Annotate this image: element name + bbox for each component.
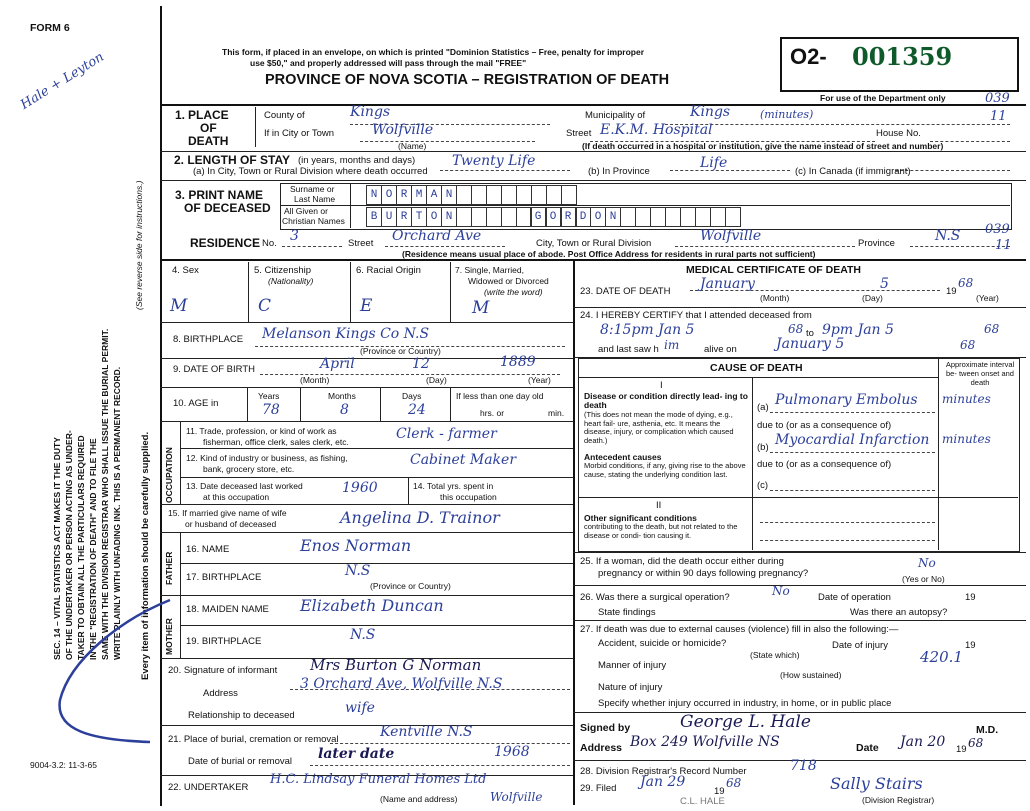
surname-letter-cell — [501, 185, 517, 205]
cause-a-interval: minutes — [942, 392, 991, 406]
surname-label2: Last Name — [294, 194, 336, 204]
cause-title: CAUSE OF DEATH — [710, 362, 803, 374]
q24: 24. I HEREBY CERTIFY that I attended deceased from — [580, 310, 812, 321]
record-no: 718 — [790, 758, 817, 774]
age-sep4 — [450, 387, 451, 421]
address-label: Address — [580, 742, 623, 754]
rule-2 — [160, 180, 1026, 181]
surname-letter-cell: M — [411, 185, 427, 205]
name-grid-mid — [280, 205, 1010, 206]
state-which: (State which) — [750, 650, 800, 660]
name-label: 3. PRINT NAME — [175, 188, 264, 202]
attend-to: 9pm Jan 5 — [822, 322, 894, 338]
q14: 14. Total yrs. spent in — [413, 481, 494, 491]
roman-1: I — [660, 380, 663, 391]
cause-b-label: (b) — [757, 442, 769, 453]
given2-letter-cell: D — [575, 207, 591, 227]
dob-day-note: (Day) — [426, 375, 447, 385]
marital-label3: (write the word) — [484, 287, 543, 297]
res-prov-label: Province — [858, 238, 895, 249]
antecedent-label: Antecedent causes — [584, 452, 662, 462]
informant-signature: Mrs Burton G Norman — [310, 656, 482, 674]
undertaker: H.C. Lindsay Funeral Homes Ltd — [270, 772, 487, 787]
r-rule-1 — [573, 307, 1026, 308]
place-brace — [255, 107, 256, 147]
cause-b-value: Myocardial Infarction — [775, 432, 930, 448]
given2-letter-cell: R — [560, 207, 576, 227]
dob-year-note: (Year) — [528, 375, 551, 385]
q11: 11. Trade, profession, or kind of work as — [186, 426, 337, 436]
street-label: Street — [566, 128, 592, 139]
q26-value: No — [772, 584, 790, 598]
rule-12 — [180, 563, 573, 564]
res-note: (Residence means usual place of abode. Post Office Address for residents in rural parts not sufficient) — [402, 249, 816, 259]
cause-a-label: (a) — [757, 402, 769, 413]
stay-b-label: (b) In Province — [588, 166, 650, 177]
stay-a-line — [440, 170, 570, 171]
death-month-note: (Month) — [760, 293, 790, 303]
q21: 21. Place of burial, cremation or removal — [168, 734, 339, 745]
last-seen-date: January 5 — [776, 336, 845, 352]
cause-mid-rule — [578, 497, 1018, 498]
stamp: C.L. HALE — [680, 796, 725, 807]
last-seen-him: im — [664, 338, 680, 352]
stay-b-value: Life — [700, 155, 728, 171]
given2-letter-cell: O — [545, 207, 561, 227]
city-line — [360, 141, 535, 142]
cause-c-line — [770, 490, 935, 491]
res-no-label: No. — [262, 238, 277, 249]
years-label: Years — [258, 391, 280, 401]
father-name: Enos Norman — [300, 536, 412, 555]
surname-letter-cell — [486, 185, 502, 205]
days-label: Days — [402, 391, 422, 401]
rule-7 — [160, 421, 573, 422]
citizenship-label: 5. Citizenship — [254, 265, 312, 276]
given1-letter-cell — [456, 207, 472, 227]
stay-c-label: (c) In Canada (if immigrant) — [795, 166, 911, 177]
side-line6: WRITE PLAINLY WITH UNFADING INK. THIS IS A PERMANENT RECORD. — [112, 366, 122, 660]
surname-letter-cell — [456, 185, 472, 205]
dept-code2: 11 — [990, 109, 1007, 124]
dob-month-note: (Month) — [300, 375, 330, 385]
city-value: Wolfville — [372, 122, 434, 138]
res-code1: 039 — [985, 222, 1010, 237]
medical-title: MEDICAL CERTIFICATE OF DEATH — [686, 264, 861, 276]
address-value: Box 249 Wolfville NS — [630, 734, 780, 750]
rule-6 — [160, 387, 573, 388]
attend-from: 8:15pm Jan 5 — [600, 322, 695, 338]
due-to-a: due to (or as a consequence of) — [757, 420, 892, 431]
op-19: 19 — [965, 592, 976, 603]
age-label: 10. AGE in — [173, 398, 219, 409]
citizenship-value: C — [258, 296, 272, 316]
rule-3 — [160, 259, 1026, 261]
attend-from-yr: 68 — [788, 322, 804, 336]
q19: 19. BIRTHPLACE — [186, 636, 262, 647]
given2-letter-cell — [710, 207, 726, 227]
death-19: 19 — [946, 286, 957, 297]
surname-letter-cell: N — [366, 185, 382, 205]
given2-letter-cell — [650, 207, 666, 227]
rule-14 — [180, 625, 573, 626]
q23: 23. DATE OF DEATH — [580, 286, 671, 297]
informant-address-label: Address — [203, 688, 238, 699]
notice-line2: use $50," and properly addressed will pass through the mail "FREE" — [250, 58, 527, 68]
dob-year: 1889 — [500, 354, 536, 370]
registrar-note: (Division Registrar) — [862, 795, 935, 805]
q13: 13. Date deceased last worked — [186, 481, 303, 491]
rule-1 — [160, 151, 1026, 152]
main-split — [573, 259, 575, 805]
surname-letter-cell: N — [441, 185, 457, 205]
filed-value: Jan 29 — [640, 774, 686, 790]
given1-letter-cell — [486, 207, 502, 227]
res-no: 3 — [290, 228, 299, 244]
side-line5: SAME WITH THE DIVISION REGISTRAR WHO SHALL ISSUE THE BURIAL PERMIT. — [100, 328, 110, 660]
date-19: 19 — [956, 744, 967, 755]
q16: 16. NAME — [186, 544, 230, 555]
q15: 15. If married give name of wife — [168, 508, 287, 518]
given1-letter-cell: R — [396, 207, 412, 227]
given2-letter-cell — [665, 207, 681, 227]
given1-letter-cell — [471, 207, 487, 227]
given1-letter-cell — [501, 207, 517, 227]
dob-label: 9. DATE OF BIRTH — [173, 364, 255, 375]
res-prov: N.S — [935, 228, 961, 244]
res-city-label: City, Town or Rural Division — [536, 238, 652, 249]
cause-inner-sep — [752, 377, 753, 550]
signed-value: George L. Hale — [680, 712, 811, 732]
filed-yr: 68 — [726, 776, 742, 790]
racial-label: 6. Racial Origin — [356, 265, 421, 276]
direct-label: Disease or condition directly lead- ing to death — [584, 391, 748, 410]
cause-a-line — [770, 412, 935, 413]
res-street: Orchard Ave — [392, 228, 482, 244]
given2-letter-cell — [620, 207, 636, 227]
place-label3: DEATH — [188, 134, 229, 148]
notice-line1: This form, if placed in an envelope, on which is printed "Dominion Statistics – Free, penalty for improper — [222, 47, 645, 57]
q25-value: No — [918, 556, 936, 570]
findings-label: State findings — [598, 607, 656, 618]
rule-11 — [160, 532, 573, 533]
rule-10 — [160, 504, 573, 505]
antecedent-sub: Morbid conditions, if any, giving rise to the above cause, stating the underlying condition last. — [584, 461, 746, 479]
q14b: this occupation — [440, 492, 497, 502]
name-note: (Name) — [398, 141, 427, 151]
surname-letter-cell — [546, 185, 562, 205]
informant-address: 3 Orchard Ave, Wolfville N.S — [300, 676, 503, 692]
undertaker2: Wolfville — [490, 790, 543, 804]
age-months: 8 — [340, 402, 349, 418]
marital-value: M — [472, 298, 490, 318]
attend-to-yr: 68 — [984, 322, 1000, 336]
mother-birth: N.S — [350, 627, 376, 643]
name-label2: OF DECEASED — [184, 201, 271, 215]
res-no-line — [282, 246, 342, 247]
stay-a-label: (a) In City, Town or Rural Division where death occurred — [193, 166, 428, 177]
spouse-value: Angelina D. Trainor — [340, 508, 500, 527]
hrs-label: hrs. or — [480, 408, 505, 418]
given1-letter-cell: B — [366, 207, 382, 227]
surname-letter-cell — [561, 185, 577, 205]
father-birth: N.S — [345, 563, 371, 579]
date-label: Date — [856, 742, 879, 754]
r-rule-4 — [573, 585, 1026, 586]
injury-date-label: Date of injury — [832, 640, 888, 651]
birthplace-value: Melanson Kings Co N.S — [262, 326, 430, 342]
stay-label: 2. LENGTH OF STAY — [174, 153, 291, 167]
cause-b-line — [770, 452, 935, 453]
age-sep1 — [247, 387, 248, 421]
given2-letter-cell — [680, 207, 696, 227]
cause-c-label: (c) — [757, 480, 769, 491]
surname-letter-cell: A — [426, 185, 442, 205]
rule-4 — [160, 322, 573, 323]
house-label: House No. — [876, 128, 921, 139]
place-label: PLACE — [188, 108, 229, 122]
res-city: Wolfville — [700, 228, 762, 244]
signed-label: Signed by — [580, 722, 631, 734]
reg-prefix: O2- — [790, 44, 827, 69]
attend-to-label: to — [806, 328, 814, 339]
race-sep — [450, 262, 451, 322]
date-value: Jan 20 — [900, 734, 946, 750]
municipality-value: Kings — [690, 104, 731, 120]
q18: 18. MAIDEN NAME — [186, 604, 269, 615]
q27: 27. If death was due to external causes (violence) fill in also the following:— — [580, 624, 899, 635]
death-year-note: (Year) — [976, 293, 999, 303]
burial-place: Kentville N.S — [380, 724, 473, 740]
municipality-line — [665, 124, 1010, 125]
hosp-note: (If death occurred in a hospital or institution, give the name instead of street and number) — [582, 141, 944, 151]
other-label: Other significant conditions — [584, 513, 697, 523]
last-worked: 1960 — [342, 480, 378, 496]
side-line1: SEC. 14 – VITAL STATISTICS ACT MAKES IT THE DUTY — [52, 437, 62, 660]
side-line2: OF THE UNDERTAKER OR PERSON ACTING AS UNDER- — [64, 430, 74, 660]
rule-8 — [180, 448, 573, 449]
q28: 28. Division Registrar's Record Number — [580, 766, 747, 777]
accident-label: Accident, suicide or homicide? — [598, 638, 727, 649]
footer-code: 9004-3.2: 11-3-65 — [30, 760, 97, 770]
q13b: at this occupation — [203, 492, 270, 502]
burial-year: 1968 — [494, 744, 530, 760]
side-line7: (See reverse side for instructions.) — [134, 180, 144, 310]
mother-side-label: MOTHER — [164, 618, 174, 655]
municipality-note: (minutes) — [760, 108, 814, 121]
nature-label: Nature of injury — [598, 682, 663, 693]
given2-letter-cell: O — [590, 207, 606, 227]
stay-a-value: Twenty Life — [452, 153, 536, 169]
how-sustained: (How sustained) — [780, 670, 842, 680]
surname-letter-cell — [471, 185, 487, 205]
last-seen-label: and last saw h — [598, 344, 659, 355]
rule-16 — [160, 725, 573, 726]
age-sep3 — [380, 387, 381, 421]
q26: 26. Was there a surgical operation? — [580, 592, 730, 603]
undertaker-note: (Name and address) — [380, 794, 458, 804]
autopsy-label: Was there an autopsy? — [850, 607, 948, 618]
q17: 17. BIRTHPLACE — [186, 572, 262, 583]
res-street-label: Street — [348, 238, 374, 249]
surname-letter-cell — [516, 185, 532, 205]
trade-value: Clerk - farmer — [396, 426, 497, 442]
q15b: or husband of deceased — [185, 519, 277, 529]
given-label2: Christian Names — [282, 216, 345, 226]
cause-other-line2 — [760, 540, 935, 541]
res-city-line — [675, 246, 855, 247]
county-label: County of — [264, 110, 305, 121]
cause-other-line1 — [760, 522, 935, 523]
given2-letter-cell — [725, 207, 741, 227]
cause-title-rule — [578, 377, 938, 378]
burial-date-label: Date of burial or removal — [188, 756, 293, 767]
side-line8: Every item of information should be carefully supplied. — [140, 431, 151, 680]
form-id: FORM 6 — [30, 22, 70, 34]
burial-line — [330, 743, 570, 744]
place-label2: OF — [200, 121, 217, 135]
rule-9 — [180, 477, 573, 478]
death-month: January — [700, 276, 755, 292]
min-label: min. — [548, 408, 565, 418]
occ-side-label: OCCUPATION — [164, 447, 174, 503]
city-label: If in City or Town — [264, 128, 335, 139]
manner-label: Manner of injury — [598, 660, 667, 671]
r-rule-3 — [573, 552, 1026, 553]
father-prov-note: (Province or Country) — [370, 581, 451, 591]
given2-letter-cell — [635, 207, 651, 227]
filed-19: 19 — [714, 786, 725, 797]
stay-c-line — [895, 170, 1010, 171]
occ-sep — [180, 421, 181, 504]
stay-sub: (in years, months and days) — [298, 155, 416, 166]
q22: 22. UNDERTAKER — [168, 782, 249, 793]
due-to-b: due to (or as a consequence of) — [757, 459, 892, 470]
sex-label: 4. Sex — [172, 265, 199, 276]
surname-letter-cell — [531, 185, 547, 205]
cit-sep — [350, 262, 351, 322]
date-yr: 68 — [968, 736, 984, 750]
given2-letter-cell: G — [530, 207, 546, 227]
registrar-signature: Sally Stairs — [830, 774, 923, 793]
burial-date-line — [310, 765, 570, 766]
q25: 25. If a woman, did the death occur either during — [580, 556, 784, 567]
age-years: 78 — [262, 402, 280, 418]
residence-label: RESIDENCE — [190, 236, 261, 250]
op-date-label: Date of operation — [818, 592, 891, 603]
form-title: PROVINCE OF NOVA SCOTIA – REGISTRATION OF DEATH — [265, 72, 670, 88]
interval-sep — [938, 358, 939, 550]
direct-sub: (This does not mean the mode of dying, e.g., heart fail- ure, asthenia, etc. It means the disease, injury, or complication which caused death.) — [584, 410, 734, 445]
dept-code1: 039 — [985, 91, 1010, 106]
other-sub: contributing to the death, but not related to the disease or condi- tion causing it. — [584, 522, 738, 540]
q11b: fisherman, office clerk, sales clerk, etc. — [203, 437, 349, 447]
dept-use: For use of the Department only — [820, 93, 946, 103]
sex-sep — [248, 262, 249, 322]
given2-letter-cell: N — [605, 207, 621, 227]
mother-name: Elizabeth Duncan — [300, 596, 444, 615]
municipality-label: Municipality of — [585, 110, 646, 121]
side-line4: IN THE "REGISTRATION OF DEATH" AND TO FILE THE — [88, 438, 98, 660]
marital-label2: Widowed or Divorced — [468, 276, 549, 286]
yes-no-note: (Yes or No) — [902, 574, 945, 584]
lessday-label: If less than one day old — [456, 391, 544, 401]
dob-month: April — [320, 356, 355, 372]
marital-label: 7. Single, Married, — [455, 265, 524, 275]
md-label: M.D. — [976, 724, 999, 736]
q12: 12. Kind of industry or business, as fishing, — [186, 453, 348, 463]
birthplace-note: (Province or Country) — [360, 346, 441, 356]
q12b: bank, grocery store, etc. — [203, 464, 295, 474]
form-top-rule — [160, 104, 1026, 106]
given1-letter-cell: T — [411, 207, 427, 227]
roman-2: II — [656, 500, 662, 511]
surname-letter-cell: O — [381, 185, 397, 205]
sex-value: M — [170, 296, 188, 316]
cause-b-interval: minutes — [942, 432, 991, 446]
last-seen-yr: 68 — [960, 338, 976, 352]
citizenship-sub: (Nationality) — [268, 276, 314, 286]
given-label: All Given or — [284, 206, 328, 216]
age-sep2 — [300, 387, 301, 421]
burial-date: later date — [318, 746, 395, 762]
stay-b-line — [670, 170, 790, 171]
relationship-value: wife — [345, 700, 375, 716]
death-day: 5 — [880, 276, 889, 292]
side-line3: TAKER TO OBTAIN ALL THE PARTICULARS REQUIRED — [76, 435, 86, 660]
manner-code: 420.1 — [920, 648, 963, 666]
q29: 29. Filed — [580, 783, 617, 794]
q20: 20. Signature of informant — [168, 665, 278, 676]
given1-letter-cell: N — [441, 207, 457, 227]
alive-on: alive on — [704, 344, 737, 355]
res-street-line — [385, 246, 505, 247]
street-value: E.K.M. Hospital — [600, 122, 713, 138]
given1-letter-cell: U — [381, 207, 397, 227]
racial-value: E — [360, 296, 373, 316]
given2-letter-cell — [695, 207, 711, 227]
injury-19: 19 — [965, 640, 976, 651]
surname-letter-cell: R — [396, 185, 412, 205]
county-value: Kings — [350, 104, 391, 120]
death-day-note: (Day) — [862, 293, 883, 303]
industry-label: Specify whether injury occurred in industry, in home, or in public place — [598, 698, 892, 709]
birthplace-label: 8. BIRTHPLACE — [173, 334, 244, 345]
interval-title: Approximate interval be- tween onset and death — [945, 360, 1015, 387]
r-rule-5 — [573, 620, 1026, 621]
industry-value: Cabinet Maker — [410, 452, 517, 468]
dob-day: 12 — [412, 356, 430, 372]
father-side-label: FATHER — [164, 551, 174, 585]
given1-letter-cell: O — [426, 207, 442, 227]
name-grid-sep — [350, 183, 351, 228]
months-label: Months — [328, 391, 356, 401]
relationship-label: Relationship to deceased — [188, 710, 295, 721]
death-year: 68 — [958, 276, 974, 290]
occ-split — [408, 477, 409, 504]
q25b: pregnancy or within 90 days following pregnancy? — [598, 568, 809, 579]
cause-a-value: Pulmonary Embolus — [775, 392, 918, 408]
margin-note: Hale + Leyton — [18, 49, 107, 113]
pen-bracket-mark — [30, 590, 180, 760]
reg-number: 001359 — [852, 42, 953, 71]
surname-label: Surname or — [290, 184, 335, 194]
place-label-num: 1. — [175, 108, 186, 122]
age-days: 24 — [408, 402, 426, 418]
res-code2: 11 — [995, 238, 1012, 253]
